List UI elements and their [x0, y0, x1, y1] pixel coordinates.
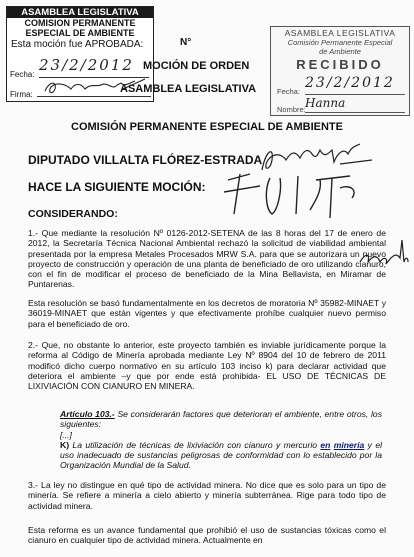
article-number: Artículo 103.-	[60, 409, 115, 419]
paragraph-3: 2.- Que, no obstante lo anterior, este proyecto también es inviable jurídicamente porque la reforma al Código de Minería aprobada mediante Ley Nº 8904 del 10 de febrero de 2011 modificó dicho cuerpo normativo en su artículo 103 inciso k) para declarar actividad que deteriora el ambiente –y que por ende está prohibida- EL USO DE TÉCNICAS DE LIXIVIACIÓN CON CIANURO EN MINERA.	[28, 340, 386, 392]
paragraph-1: 1.- Que mediante la resolución Nº 0126-2012-SETENA de las 8 horas del 17 de enero de 2012, la Secretaría Técnica Nacional Ambiental rechazó la solicitud de viabilidad ambiental presentada por la empresa Metales Procesados MRW S.A. para que se autorizara un nuevo proyecto de construcción y operación de una planta de beneficiado de oro utilizando cianuro, con el fin de modificar el proceso de beneficiado de la Mina Bellavista, en Miramar de Puntarenas.	[28, 228, 386, 290]
deputy-signature	[256, 140, 376, 180]
received-label: RECIBIDO	[296, 57, 384, 72]
received-stamp-line-3: de Ambiente	[319, 47, 361, 56]
commission-title: COMISIÓN PERMANENTE ESPECIAL DE AMBIENTE	[71, 121, 343, 133]
clause-k-text-b: y el uso inadecuado de sustancias peligrosas de conformidad con lo establecido por la Organización Mundial de la Salud.	[60, 439, 383, 471]
received-fecha-value: 23/2/2012	[305, 79, 405, 95]
clause-k-text-a: La utilización de técnicas de lixiviación con cianuro y mercurio	[69, 439, 321, 450]
stamp-firma-label: Firma:	[10, 90, 33, 99]
approved-text: Esta moción fue APROBADA:	[11, 39, 144, 50]
article-intro: Se considerarán factores que deterioran el ambiente, entre otros, los siguientes:	[60, 409, 382, 430]
received-stamp-line-2: Comisión Permanente Especial	[287, 38, 393, 47]
clause-k-mineria: minería	[333, 439, 365, 450]
second-signature	[220, 170, 370, 220]
motion-intro: HACE LA SIGUIENTE MOCIÓN:	[28, 180, 206, 194]
paragraph-4: 3.- La ley no distingue en qué tipo de actividad minera. No dice que es solo para un tipo de minería. Se refiere a minería a cielo abierto y minería subterránea. Rige para todo tipo de actividad minera.	[28, 480, 386, 511]
stamp-fecha-value: 23/2/2012	[39, 60, 149, 78]
paragraph-2: Esta resolución se basó fundamentalmente en los decretos de moratoria Nº 35982-MINAET y 36019-MINAET que están vigentes y que efectivamente prohíbe cualquier nuevo permiso para el beneficiado de oro.	[28, 298, 386, 329]
stamp-line-1: COMISION PERMANENTE	[24, 18, 136, 28]
article-quote	[60, 409, 382, 471]
assembly-heading: ASAMBLEA LEGISLATIVA	[120, 83, 257, 95]
received-stamp	[270, 26, 410, 116]
clause-k-label: K)	[60, 439, 70, 450]
motion-type-heading: MOCIÓN DE ORDEN	[143, 60, 250, 72]
stamp-fecha-label: Fecha:	[10, 70, 35, 79]
received-nombre-value: Hanna	[305, 99, 405, 113]
received-fecha-label: Fecha:	[277, 87, 300, 96]
stamp-header: ASAMBLEA LEGISLATIVA	[7, 7, 153, 18]
received-nombre-label: Nombre:	[277, 105, 306, 114]
paragraph-5: Esta reforma es un avance fundamental que prohibió el uso de sustancias tóxicas como el cianuro en cualquier tipo de actividad minera. Actualmente en	[28, 525, 386, 546]
received-stamp-line-1: ASAMBLEA LEGISLATIVA	[284, 28, 396, 38]
quote-ellipsis: [...]	[60, 429, 72, 440]
stamp-line-2: ESPECIAL DE AMBIENTE	[25, 28, 135, 38]
motion-number-label: N°	[180, 37, 192, 48]
deputy-name: DIPUTADO VILLALTA FLÓREZ-ESTRADA	[28, 153, 263, 167]
clause-k-en: en	[320, 439, 331, 450]
considerando-heading: CONSIDERANDO:	[28, 208, 118, 220]
